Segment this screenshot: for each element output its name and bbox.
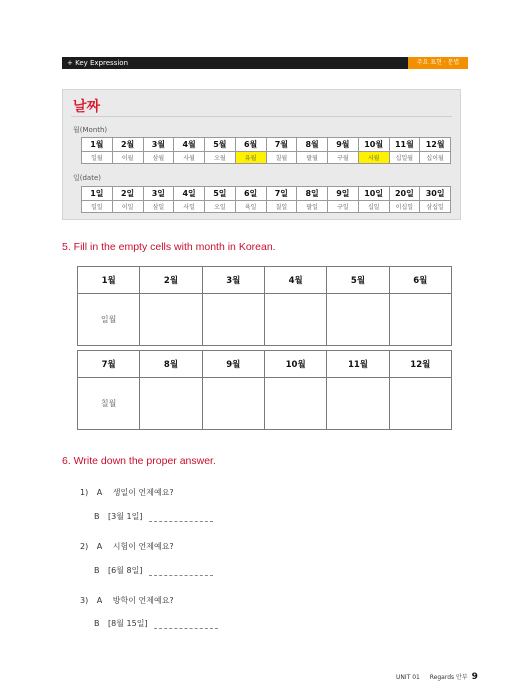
empty-answer-cell[interactable] — [140, 294, 202, 346]
exercise-answer-row — [78, 378, 452, 430]
month-header-cell: 4월 — [264, 267, 326, 294]
korean-cell: 이십일 — [389, 201, 420, 213]
question-text: 시험이 언제예요? — [112, 542, 174, 551]
number-cell: 1일 — [82, 187, 113, 201]
month-korean-row — [82, 152, 451, 164]
number-cell: 30일 — [420, 187, 451, 201]
empty-answer-cell[interactable] — [202, 294, 264, 346]
empty-answer-cell[interactable] — [140, 378, 202, 430]
korean-cell: 구일 — [328, 201, 359, 213]
speaker-a: A — [96, 596, 103, 605]
speaker-a: A — [96, 542, 103, 551]
empty-answer-cell[interactable] — [389, 378, 451, 430]
korean-cell: 사월 — [174, 152, 205, 164]
speaker-b: B — [94, 619, 100, 628]
korean-cell: 칠월 — [266, 152, 297, 164]
empty-answer-cell[interactable] — [327, 378, 389, 430]
korean-cell: 십일월 — [389, 152, 420, 164]
empty-answer-cell[interactable] — [264, 378, 326, 430]
korean-cell: 이일 — [112, 201, 143, 213]
number-cell: 4일 — [174, 187, 205, 201]
date-table — [81, 186, 451, 213]
number-cell: 11월 — [389, 138, 420, 152]
empty-answer-cell[interactable] — [327, 294, 389, 346]
question-1 — [80, 487, 174, 498]
month-header-cell: 8월 — [140, 351, 202, 378]
empty-answer-cell[interactable] — [202, 378, 264, 430]
korean-cell: 육일 — [235, 201, 266, 213]
answer-blank[interactable] — [154, 621, 218, 629]
korean-cell: 삼월 — [143, 152, 174, 164]
exercise-header-row — [78, 351, 452, 378]
answer-2 — [94, 565, 213, 576]
month-label: 월(Month) — [73, 126, 108, 134]
footer-unit: UNIT 01 — [396, 674, 420, 681]
number-cell: 9일 — [328, 187, 359, 201]
date-reference-box — [62, 89, 461, 220]
question-text: 생일이 언제예요? — [112, 488, 174, 497]
date-number-row — [82, 187, 451, 201]
date-heading: 날짜 — [73, 99, 101, 115]
korean-cell: 구월 — [328, 152, 359, 164]
number-cell: 10월 — [358, 138, 389, 152]
number-cell: 6일 — [235, 187, 266, 201]
exercise-header-row — [78, 267, 452, 294]
answer-3 — [94, 618, 218, 629]
empty-answer-cell[interactable] — [389, 294, 451, 346]
footer-title: Regards 안부 — [429, 674, 468, 681]
korean-cell: 이월 — [112, 152, 143, 164]
month-table — [81, 137, 451, 164]
answer-1 — [94, 511, 213, 522]
question-text: 방학이 언제예요? — [112, 596, 174, 605]
example-answer-cell: 칠월 — [78, 378, 140, 430]
heading-divider — [71, 116, 452, 117]
month-header-cell: 1월 — [78, 267, 140, 294]
month-header-cell: 7월 — [78, 351, 140, 378]
question-number: 1) — [80, 488, 89, 497]
month-header-cell: 11월 — [327, 351, 389, 378]
example-answer-cell: 일월 — [78, 294, 140, 346]
month-header-cell: 10월 — [264, 351, 326, 378]
month-exercise-table-2 — [77, 350, 452, 430]
speaker-a: A — [96, 488, 103, 497]
month-header-cell: 6월 — [389, 267, 451, 294]
answer-hint: [3월 1일] — [108, 512, 143, 521]
number-cell: 6월 — [235, 138, 266, 152]
number-cell: 2일 — [112, 187, 143, 201]
question-number: 3) — [80, 596, 89, 605]
number-cell: 5일 — [205, 187, 236, 201]
number-cell: 5월 — [205, 138, 236, 152]
speaker-b: B — [94, 566, 100, 575]
number-cell: 3일 — [143, 187, 174, 201]
number-cell: 10일 — [358, 187, 389, 201]
korean-cell: 일일 — [82, 201, 113, 213]
key-expression-header — [62, 57, 468, 69]
answer-blank[interactable] — [149, 514, 213, 522]
number-cell: 8일 — [297, 187, 328, 201]
empty-answer-cell[interactable] — [264, 294, 326, 346]
korean-cell: 사일 — [174, 201, 205, 213]
korean-cell: 시월 — [358, 152, 389, 164]
question-2 — [80, 541, 174, 552]
answer-hint: [8월 15일] — [108, 619, 148, 628]
month-number-row — [82, 138, 451, 152]
header-title: + Key Expression — [67, 59, 129, 67]
korean-cell: 십이월 — [420, 152, 451, 164]
date-label: 일(date) — [73, 174, 102, 182]
exercise-answer-row — [78, 294, 452, 346]
number-cell: 3월 — [143, 138, 174, 152]
answer-blank[interactable] — [149, 568, 213, 576]
number-cell: 12월 — [420, 138, 451, 152]
section-6-title: 6. Write down the proper answer. — [62, 455, 216, 467]
korean-cell: 오일 — [205, 201, 236, 213]
korean-cell: 팔일 — [297, 201, 328, 213]
date-korean-row — [82, 201, 451, 213]
month-exercise-table-1 — [77, 266, 452, 346]
korean-cell: 삼십일 — [420, 201, 451, 213]
question-number: 2) — [80, 542, 89, 551]
speaker-b: B — [94, 512, 100, 521]
number-cell: 9월 — [328, 138, 359, 152]
page-footer — [396, 672, 478, 682]
month-header-cell: 9월 — [202, 351, 264, 378]
korean-cell: 십일 — [358, 201, 389, 213]
month-header-cell: 2월 — [140, 267, 202, 294]
korean-cell: 유월 — [235, 152, 266, 164]
number-cell: 2월 — [112, 138, 143, 152]
korean-cell: 삼일 — [143, 201, 174, 213]
number-cell: 7월 — [266, 138, 297, 152]
section-5-title: 5. Fill in the empty cells with month in Korean. — [62, 241, 276, 253]
number-cell: 4월 — [174, 138, 205, 152]
page-number: 9 — [471, 672, 478, 682]
korean-cell: 칠일 — [266, 201, 297, 213]
number-cell: 20일 — [389, 187, 420, 201]
month-header-cell: 12월 — [389, 351, 451, 378]
month-header-cell: 5월 — [327, 267, 389, 294]
korean-cell: 오월 — [205, 152, 236, 164]
korean-cell: 일월 — [82, 152, 113, 164]
number-cell: 1월 — [82, 138, 113, 152]
month-header-cell: 3월 — [202, 267, 264, 294]
number-cell: 8월 — [297, 138, 328, 152]
number-cell: 7일 — [266, 187, 297, 201]
korean-cell: 팔월 — [297, 152, 328, 164]
header-tag: 주요 표현 · 문법 — [408, 57, 468, 69]
question-3 — [80, 595, 174, 606]
answer-hint: [6월 8일] — [108, 566, 143, 575]
